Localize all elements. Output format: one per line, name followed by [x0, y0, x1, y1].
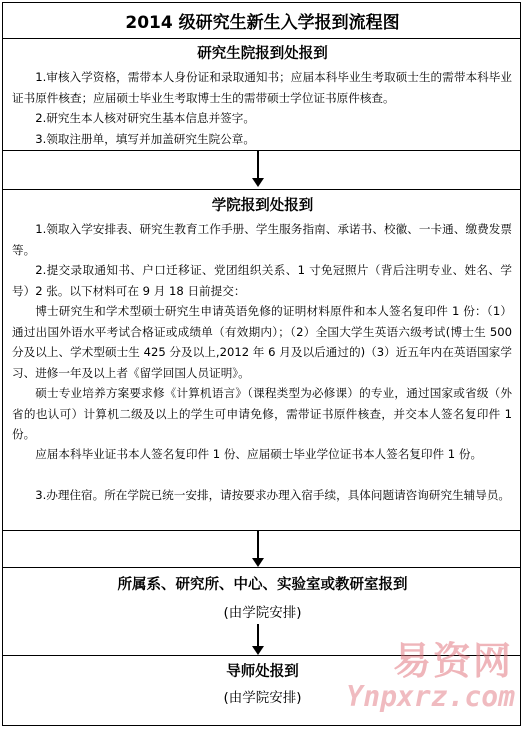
step2-diploma-copies: 应届本科毕业证书本人签名复印件 1 份、应届硕士毕业学位证书本人签名复印件 1 份。 — [35, 447, 483, 461]
watermark-en-text: Ynpxrz.com — [346, 680, 515, 713]
step1-item-2: 2.研究生本人核对研究生基本信息并签字。 — [35, 111, 255, 125]
step2-item-1: 1.领取入学安排表、研究生教育工作手册、学生服务指南、承诺书、校徽、一卡通、缴费发票等。 — [12, 222, 512, 257]
site-watermark — [346, 630, 519, 720]
divider — [2, 567, 521, 568]
divider — [2, 530, 521, 531]
step3-title: 所属系、研究所、中心、实验室或教研室报到 — [117, 577, 408, 593]
step4-note: (由学院安排) — [223, 690, 302, 706]
step3-note: (由学院安排) — [223, 605, 302, 621]
divider — [2, 150, 521, 151]
divider — [2, 189, 521, 190]
step1-item-1: 1.审核入学资格，需带本人身份证和录取通知书；应届本科毕业生考取硕士生的需带本科毕业证书原件核查；应届硕士毕业生考取博士生的需带硕士学位证书原件核查。 — [12, 70, 512, 105]
step1-title: 研究生院报到处报到 — [197, 46, 328, 62]
step2-item-2: 2.提交录取通知书、户口迁移证、党团组织关系、1 寸免冠照片（背后注明专业、姓名、学号）2 张。以下材料可在 9 月 18 日前提交： — [12, 263, 512, 298]
divider — [2, 38, 521, 39]
watermark-cn-text: 易资网 — [392, 639, 513, 683]
page-title: 2014 级研究生新生入学报到流程图 — [125, 13, 400, 33]
step2-computer-exemption: 硕士专业培养方案要求修《计算机语言》（课程类型为必修课）的专业，通过国家或省级（外省的也认可）计算机二级及以上的学生可申请免修，需带证书原件核查，并交本人签名复印件 1 份。 — [12, 386, 512, 441]
step2-item-3: 3.办理住宿。所在学院已统一安排，请按要求办理入宿手续，具体问题请咨询研究生辅导员。 — [35, 488, 511, 502]
step1-item-3: 3.领取注册单，填写并加盖研究生院公章。 — [35, 132, 255, 146]
step2-english-exemption: 博士研究生和学术型硕士研究生申请英语免修的证明材料原件和本人签名复印件 1 份：（1）通过出国外语水平考试合格证或成绩单（有效期内）；（2）全国大学生英语六级考试(博士生 500 分及以上、学术型硕士生 425 分及以上,2012 年 6 月及以后通过的)（3）近五年内在英语国家学习、进修一年及以上者《留学回国人员证明》。 — [12, 304, 512, 380]
step2-title: 学院报到处报到 — [211, 198, 314, 214]
step4-title: 导师处报到 — [226, 664, 299, 680]
